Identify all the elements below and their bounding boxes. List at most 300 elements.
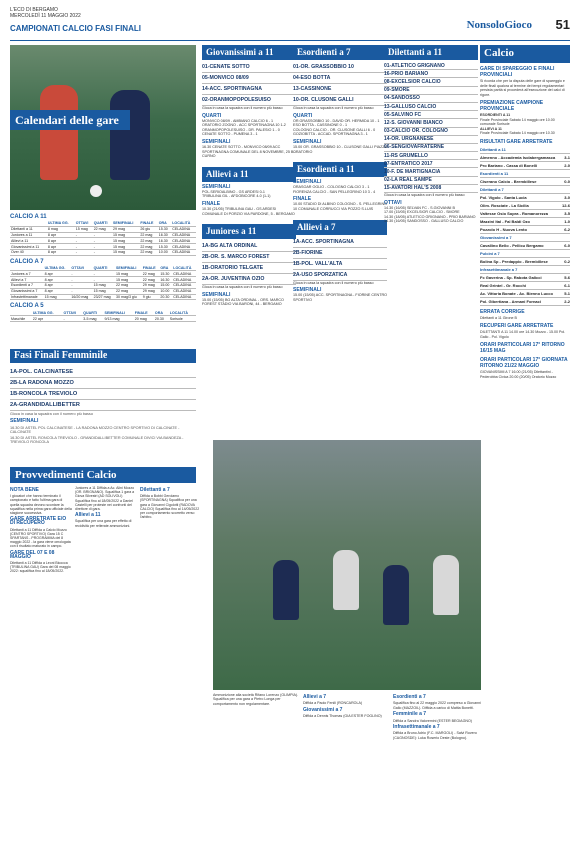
table-cell: 9/13 mag — [104, 316, 134, 322]
orari-ritorno-heading: ORARI PARTICOLARI 17° GIORNATA RITORNO 21/22 MAGGIO — [480, 357, 568, 369]
dilettanti7-provv-text: Diffida a Bobbi Gerolamo (SPORTINAGNA) Squalifica per una gara a Giovanni Cigolotti (RADOVA CALCIO) Squalifica fino al 14/05/2022 per comportamento scorretto verso l'arbitro. — [140, 494, 200, 520]
column-header: QUARTI — [93, 221, 112, 226]
result-row — [480, 146, 570, 154]
table-cell: 22 mag — [142, 277, 160, 283]
juniores-provv-text: Juniores a 11 Diffida a Ac. Alini Mozzo (OR. BRIGNANO). Squalifica 1 gara a Giova Silvestri (AD SOLIVOLI) Squalifica fino al 18/05/2022 a Daniel Castelli per proteste nei confronti del direttore di gara. — [75, 486, 135, 512]
result-teams: Pol. Gibertiana - Armani Fornaci — [480, 298, 541, 304]
finale-text: 10.00 STADIO DI ALBINO COLOGNO - S. PELLEGRINO 10 COMUNALE CORRUCCI VIA POZZO S.LUIS — [293, 202, 387, 211]
semi-label: SEMIFINALI — [10, 418, 39, 424]
match-line: 04-SANDOSSO — [384, 95, 478, 103]
table-cell: 15 mag — [44, 294, 71, 300]
table-cell: 15 mag — [93, 288, 115, 294]
arretrate-text: Dilettanti a 11 Diffida a Calcio Mozzo (CENTRO SPORTIVO) Gara 15 C SPARTANS - PROGRAMMA del 8 maggio 2022 - la gara viene omologata con il risultato maturato in campo. — [10, 527, 71, 549]
result-row — [480, 282, 570, 290]
table-cell: 15.30 — [158, 244, 171, 250]
table-cell: 20 mag — [134, 316, 154, 322]
table-cell: Over 40 — [10, 249, 47, 255]
semi-label: SEMIFINALI — [293, 287, 322, 294]
table-cell: 15 mag — [112, 238, 139, 244]
nota-bene-text: I giocatori che hanno terminato il campionato e fatto l'ultima gara di quella squadra devono scontare la squalifica nella prima gara ufficiale della stagione successiva. — [10, 494, 72, 516]
table-cell: 15 mag — [112, 232, 139, 238]
table-cell: 3-5 mag — [82, 316, 103, 322]
result-row — [480, 266, 570, 274]
column-header: FINALE — [142, 266, 160, 271]
result-row — [480, 298, 570, 306]
result-row — [480, 194, 570, 202]
result-teams: Olim. Rosciate - La Sicilia — [480, 202, 529, 208]
result-row — [480, 202, 570, 210]
quarti-line: CENATE SOTTO - PUMENA 3 - 1 — [202, 132, 258, 137]
infra7-under-text: Diffida a Bruno Adrio (F.C. MARGOLI) - Salvi Rovero (CAGNOSDE): Luka Roserio Deste (Bologno). — [393, 731, 477, 740]
match-line: 2B-OR. S. MARCO FOREST — [202, 252, 296, 263]
table-cell: Infrastettimanale — [10, 294, 44, 300]
recuperi-text: DILETTANTI A 11 14.00 ore 14.30 Mozzo - 15.00 Pol. Gallo - Pol. Vigolo — [480, 330, 566, 339]
quarti-line: ESO BOTTA - CASSINONE 0 - 1 — [293, 123, 348, 128]
column-header: SEMIFINALI — [112, 221, 139, 226]
table-cell: 20.30 — [159, 294, 172, 300]
result-teams: Giovanissimi a 7 — [480, 234, 512, 240]
under-col-2 — [303, 693, 391, 719]
table-cell: CELADINA — [171, 238, 196, 244]
quarti-line: GOZIOBITTA - ACCAD. SPORTINAGNA 3 - 1 — [293, 132, 368, 137]
semi-text: 16.30 DI ASTEL POL CALCINATESE - LA RADONA MOZZO CENTRO SPORTIVO DI CALCINATE - CALCINATE — [10, 426, 180, 434]
football-match-photo — [213, 440, 481, 690]
result-score: 5-1 — [564, 290, 570, 296]
calendar-tables — [10, 212, 196, 325]
result-teams: Almenno - Accademia Isolabergamasca — [480, 154, 556, 160]
semi-label: SEMIFINALI — [202, 183, 231, 190]
table-heading: CALCIO A 7 — [10, 258, 44, 265]
table-cell: 9 giu — [142, 294, 160, 300]
match-line: 13-CASSINONE — [293, 84, 387, 95]
match-line: 2B-LA RADONA MOZZO — [10, 378, 196, 389]
match-line: 06-SENGIOVAFRATERNE — [384, 144, 478, 152]
match-line: 02-LA REAL SAMPE — [384, 177, 478, 185]
table-cell: 8 apr — [47, 244, 75, 250]
provv-col-3 — [140, 486, 204, 519]
table-cell: 22 mag — [139, 238, 157, 244]
dilettanti11-title: Dilettanti a 11 — [384, 45, 478, 60]
match-line: 2A-OR. JUVENTINA OZIO — [202, 274, 296, 285]
table-cell: 20.30 — [154, 316, 169, 322]
under-col-1 — [213, 693, 301, 706]
column-header: SEMIFINALI — [115, 266, 142, 271]
eso7-under-text: Squalifica fino al 22 maggio 2022 compreso a Giovanni Gallo (MAZZOIL). Diffida a carico di Mattia Bonetti. — [393, 701, 481, 710]
match-line: 10-OR. CLUSONE GALLI — [293, 95, 387, 106]
table-cell: 8 apr — [47, 238, 75, 244]
table-cell: 16.30 — [158, 232, 171, 238]
table-cell: Maschile — [10, 316, 32, 322]
table-cell: Juniores a 11 — [10, 232, 47, 238]
table-cell: Esordienti a 7 — [10, 283, 44, 289]
quarti-line: ORATORIO ZOGNO - ACC SPORTINAGNA 10 1-2 — [202, 123, 286, 128]
match-line: 1A-POL. CALCINATESE — [10, 367, 196, 378]
match-line: 2A-USO SPORZATICA — [293, 270, 387, 281]
schedule-table — [10, 221, 196, 256]
match-line: 01-OR. GRASSOBBIO 10 — [293, 62, 387, 73]
table-cell: 30 mag/3 giu — [115, 294, 142, 300]
quarti-line: MONVICO 08/09 - AMBIANO CALCIO 6 - 1 — [202, 118, 274, 123]
esordienti7-title: Esordienti a 7 — [293, 45, 387, 60]
ottavi-line: 17.00 (15/05) EXCELSIOR CALCIO - SMORE — [384, 210, 460, 215]
table-cell: 8 apr — [44, 288, 71, 294]
table-cell: 15 mag — [112, 249, 139, 255]
match-line: 1A-ACC. SPORTINAGNA — [293, 237, 387, 248]
allievi-provv-text: Squalifica per una gara per effetto di recidività per reiterate ammonizioni. — [75, 519, 132, 528]
table-cell: - — [70, 288, 92, 294]
fem7-under-heading: Femminile a 7 — [393, 711, 427, 718]
column-header: QUARTI — [93, 266, 115, 271]
spareggio-heading: GARE DI SPAREGGIO E FINALI PROVINCIALI — [480, 66, 555, 78]
under-text: Ammonizione alla società Rifano Lorenzo (OLIMPIA). Squalifica per una gara a Pietro Longa per comportamento non regolamentare. — [213, 693, 299, 706]
result-score: 0-2 — [564, 258, 570, 264]
result-score: 6-1 — [564, 282, 570, 288]
match-line: 2B-FIORINE — [293, 248, 387, 259]
player-blue — [273, 560, 299, 620]
table-cell: - — [93, 249, 112, 255]
results-list — [480, 146, 570, 306]
nota-bene-heading: NOTA BENE — [10, 487, 39, 493]
provv-col-1 — [10, 486, 72, 574]
quarti-line: ORANMOPOPOLESUISO - DR. PALESIO 1 - 0 — [202, 127, 280, 132]
table-cell: Giovanissimi a 11 — [10, 244, 47, 250]
semi-label: SEMIFINALI — [293, 179, 322, 186]
table-cell: - — [70, 277, 92, 283]
table-cell: CELADINA — [171, 249, 196, 255]
page-header — [0, 0, 580, 44]
quarti-line: OR.GRASSOBBIO 10 - DAVID OR. HERMIDA 10 - 1 — [293, 118, 380, 123]
table-cell: 10.00 — [159, 288, 172, 294]
player-blue — [110, 90, 150, 180]
match-line: 2A-GRANDIDALLIBETTER — [10, 400, 196, 411]
giovanissimi11-title: Giovanissimi a 11 — [202, 45, 296, 60]
table-cell: 22 mag — [139, 249, 157, 255]
result-row — [480, 162, 570, 170]
table-cell: 22 mag — [93, 226, 112, 232]
provvedimenti-title: Provvedimenti Calcio — [10, 467, 196, 483]
home-note: Gioca in casa la squadra con il numero più basso — [293, 280, 374, 285]
table-cell: 8 apr — [44, 283, 71, 289]
table-cell: 22 mag — [115, 288, 142, 294]
table-cell: CELADINA — [172, 271, 196, 277]
player-white — [333, 550, 359, 610]
result-teams: Dilettanti a 7 — [480, 186, 504, 192]
player-red — [40, 85, 78, 180]
result-teams: Pozzolo H - Nuova Lento — [480, 226, 527, 232]
allievi7-title: Allievi a 7 — [293, 220, 387, 235]
schedule-table — [10, 310, 196, 322]
newspaper-info — [10, 7, 81, 19]
dilettanti-matches — [384, 62, 478, 193]
table-cell: 15 mag — [112, 244, 139, 250]
match-line: 04-ESO BOTTA — [293, 73, 387, 84]
result-teams: Pulcini a 7 — [480, 250, 500, 256]
result-teams: Mazzini Ital - Fal Baldi Ozo — [480, 218, 531, 224]
table-cell: 15 mag — [115, 271, 142, 277]
table-cell: - — [70, 283, 92, 289]
table-cell: 15 mag — [93, 283, 115, 289]
match-line: 1B-ORATORIO TELGATE — [202, 263, 296, 274]
column-header: OTTAVI — [63, 310, 83, 315]
result-row — [480, 178, 570, 186]
semi-text: 15.00 (15/05) BG ALTA ORDINAL - ORS. MARCO FOREST STADIO VIA BARONI, 44 - BERGAMO — [202, 297, 284, 307]
table-cell: 29 mag — [142, 283, 160, 289]
semi-text: 16.30 CENATE SOTTO - MONVICO 08/09 ACC SPORTINAGNA COMUNALE DEL 8 NOVEMBRE, 25 B - CURNO — [202, 144, 296, 159]
table-cell: Giovanissimi a 7 — [10, 288, 44, 294]
column-header: FINALE — [139, 221, 157, 226]
table-cell: 22 mag — [139, 232, 157, 238]
table-cell: 29 mag — [112, 226, 139, 232]
errata-heading: ERRATA CORRIGE — [480, 308, 525, 315]
table-cell: 15.30 — [158, 226, 171, 232]
result-row — [480, 234, 570, 242]
column-header: LOCALITÀ — [169, 310, 196, 315]
result-row — [480, 250, 570, 258]
arretrate-heading: GARE ARRETRATE E/O DI RECUPERO — [10, 516, 67, 527]
home-note: Gioca in casa la squadra con il numero più basso — [384, 193, 465, 197]
result-teams: Fc Gaverina - Sp. Rabota Galicci — [480, 274, 542, 280]
semi-label: SEMIFINALI — [202, 291, 231, 298]
result-score: 2-0 — [564, 162, 570, 168]
table-cell: - — [93, 271, 115, 277]
table-cell: - — [75, 244, 93, 250]
result-row — [480, 258, 570, 266]
table-cell: 29 mag — [142, 288, 160, 294]
match-line: 03-CALCIO OR. COLOGNO — [384, 128, 478, 136]
result-teams: Cavallino Bello - Pellicu Bergamo — [480, 242, 544, 248]
result-score: 2-2 — [564, 298, 570, 304]
table-cell: 16.30 — [158, 238, 171, 244]
result-teams: Dilettanti a 11 — [480, 146, 506, 152]
ottavi-line: 14.30 (16/05) SELVAN FC - S.GIOVANNI B — [384, 205, 455, 210]
table-cell: 22 mag — [139, 244, 157, 250]
match-line: 12-S. GIOVANNI BIANCO — [384, 119, 478, 127]
table-cell: Dilettanti a 11 — [10, 226, 47, 232]
premiazione-a-text: Finale Provinciale Sabato 14 maggio ore 10.00 comunale Sorisole — [480, 117, 555, 126]
match-line: 1A-BG ALTA ORDINAL — [202, 241, 296, 252]
finale-text: 10.30 (21/05) TRIBULINA GAU - GS ARDESI COMUNALE DI PORZIO VIA PARDONE, 5 - BERGAMO — [202, 206, 295, 216]
table-cell: - — [75, 232, 93, 238]
result-score: 6-2 — [564, 226, 570, 232]
ottavi-label: OTTAVI — [384, 199, 402, 206]
result-score: 3-5 — [564, 210, 570, 216]
table-cell: 16/20 mag — [70, 294, 92, 300]
home-note: Gioca in casa la squadra con il numero più basso — [202, 106, 283, 110]
result-row — [480, 226, 570, 234]
section-title: CAMPIONATI CALCIO FASI FINALI — [10, 24, 141, 33]
column-giovanissimi — [202, 45, 296, 307]
result-teams: Real Grintel - Gr. Rocchi — [480, 282, 527, 288]
ottavi-line: 14.30 (18/05) ATLETICO GRIGNANO - PRIO BARIANO — [384, 214, 476, 219]
table-cell: Allievi a 11 — [10, 238, 47, 244]
result-teams: Pol. Vigolo - Santa Lucia — [480, 194, 527, 200]
result-teams: Ac. Vittoria Bonate - Ac. Bienno Lucco — [480, 290, 553, 296]
column-header: SEMIFINALI — [104, 310, 134, 315]
table-cell: CELADINA — [171, 244, 196, 250]
player-blue — [383, 565, 409, 625]
match-line: 05-MONVICO 08/09 — [202, 73, 296, 84]
column-header: ORA — [154, 310, 169, 315]
match-line: 01-CENATE SOTTO — [202, 62, 296, 73]
right-sidebar — [480, 45, 570, 379]
match-line: 05-SALVINO FC — [384, 111, 478, 119]
table-cell: - — [93, 244, 112, 250]
column-header: FINALE — [134, 310, 154, 315]
table-heading: CALCIO A 11 — [10, 214, 47, 220]
column-header: ORA — [159, 266, 172, 271]
table-cell: 8 apr — [47, 249, 75, 255]
table-cell: 15.30 — [159, 271, 172, 277]
recuperi-heading: RECUPERI GARE ARRETRATE — [480, 323, 554, 329]
table-cell: - — [75, 249, 93, 255]
match-line: 13-GALLUSO CALCIO — [384, 103, 478, 111]
risultati-heading: RISULTATI GARE ARRETRATE — [480, 138, 553, 145]
home-note: Gioca in casa la squadra con il numero più basso — [10, 412, 93, 416]
provv-col-2 — [75, 486, 137, 528]
column-header: OTTAVI — [70, 266, 92, 271]
semi-text: 15.00 OR. GRASSOBBIO 10 - CLUSONE GALLI PIAZZA ORATORIO — [293, 144, 387, 154]
column-header: ORA — [158, 221, 171, 226]
column-header: LOCALITÀ — [172, 266, 196, 271]
match-line: 08-EXCELSIOR CALCIO — [384, 78, 478, 86]
allievi7-under-text: Diffida a Paolo Fenili (RONCAROLA) — [303, 701, 363, 706]
premiazione-b: ALLIEVI A 11 — [480, 126, 502, 131]
table-cell: 26 giu — [139, 226, 157, 232]
fem7-under-text: Diffida a Sandra Valoremini (ESTER BEGIAGNO) — [393, 718, 472, 723]
table-row — [10, 316, 196, 322]
finale-label: FINALE — [202, 200, 221, 207]
dilettanti7-provv-heading: Dilettanti a 7 — [140, 487, 170, 493]
result-score: 5-6 — [564, 274, 570, 280]
table-cell: 15 mag — [75, 226, 93, 232]
ball — [90, 185, 102, 197]
result-row — [480, 154, 570, 162]
result-score: 3-0 — [564, 194, 570, 200]
table-cell: Allievi a 7 — [10, 277, 44, 283]
table-cell: 22 apr — [32, 316, 63, 322]
match-line: 16-PRIO BARIANO — [384, 70, 478, 78]
match-line: 01-ATLETICO GRIGNANO — [384, 62, 478, 70]
result-row — [480, 242, 570, 250]
table-cell: CELADINA — [172, 294, 196, 300]
femminile-block — [10, 367, 196, 445]
result-teams: Infrasettimanale a 7 — [480, 266, 518, 272]
paper-name: L'ECO DI BERGAMO — [10, 7, 58, 13]
table-cell: CELADINA — [172, 288, 196, 294]
ottavi-line: 14.30 (16/05) SANDOSSO - GALLUSO CALCIO — [384, 219, 464, 224]
issue-date: MERCOLEDÌ 11 MAGGIO 2022 — [10, 13, 81, 19]
result-teams: Esordienti a 11 — [480, 170, 509, 176]
column-header: QUARTI — [82, 310, 103, 315]
gare-0708-heading: GARE DEL 07 E 08 MAGGIO — [10, 549, 55, 560]
table-cell: 8 apr — [44, 271, 71, 277]
table-cell: 15 mag — [115, 277, 142, 283]
table-row — [10, 294, 196, 300]
table-cell: 22 mag — [142, 271, 160, 277]
result-score: 12-6 — [561, 202, 570, 208]
home-note: Gioca in casa la squadra con il numero più basso — [293, 106, 374, 110]
column-dilettanti — [384, 45, 478, 224]
result-teams: Pro Bariano - Cassa di Bonelli — [480, 162, 538, 168]
table-cell: 8 apr — [47, 232, 75, 238]
table-cell: 16.30 — [159, 277, 172, 283]
column-header: OTTAVI — [75, 221, 93, 226]
result-score: 0-0 — [564, 178, 570, 184]
table-cell: - — [75, 238, 93, 244]
quarti-line: COLOGNO CALCIO - OR. CLUSONE GALLI 6 - 0 — [293, 127, 376, 132]
match-line: 1B-RONCOLA TREVIOLO — [10, 389, 196, 400]
femminile-title: Fasi Finali Femminile — [10, 349, 196, 363]
table-cell: Juniores a 7 — [10, 271, 44, 277]
result-score: 3-1 — [564, 154, 570, 160]
table-cell: - — [93, 277, 115, 283]
table-row — [10, 249, 196, 255]
match-line: 14-ACC. SPORTINAGNA — [202, 84, 296, 95]
table-cell: CELADINA — [171, 226, 196, 232]
calcio-heading: Calcio — [480, 45, 570, 63]
quarti-label: QUARTI — [293, 112, 313, 119]
brand-logo: NonsoloGioco — [466, 19, 532, 31]
match-line: 10-F. DE MARTIGNACIA — [384, 168, 478, 176]
table-cell: CELADINA — [172, 283, 196, 289]
result-row — [480, 170, 570, 178]
home-note: Gioca in casa la squadra con il numero più basso — [202, 285, 283, 290]
result-teams: Valtesse Osio Sopra - Romanorezza — [480, 210, 549, 216]
result-row — [480, 290, 570, 298]
column-header: ULTIMA GG. — [47, 221, 75, 226]
table-cell: 22 mag — [115, 283, 142, 289]
semi-text-2: 16.30 DI ASTEL RONCOLA TREVIOLO - GRANDIDALLIBETTER COMUNALE DIVICI VIA BANDEZA - TREVIOLO RONCOLA — [10, 436, 184, 444]
semi-line: TRIBULINA GIL - AFDOBICORE 4-0 (1-1) — [202, 194, 271, 199]
calendari-title: Calendari delle gare — [10, 110, 130, 130]
premiazione-a: ESORDIENTI A 11 — [480, 113, 511, 117]
table-cell: CELADINA — [171, 232, 196, 238]
orari-heading: ORARI PARTICOLARI 17° RITORNO 16/15 MAG — [480, 342, 565, 354]
page-number: 51 — [555, 17, 570, 32]
premiazione-b-text: Finale Provinciale Sabato 14 maggio ore 10.30 — [480, 131, 555, 135]
column-header: ULTIMA GG. — [32, 310, 63, 315]
result-row — [480, 274, 570, 282]
schedule-table — [10, 266, 196, 301]
semi-label: SEMIFINALI — [202, 138, 231, 145]
result-row — [480, 186, 570, 194]
semi-text: 15.00 (15/05) ACC. SPORTINAGNA - FIORINE CENTRO SPORTIVO — [293, 293, 387, 302]
esordienti11-title: Esordienti a 11 — [293, 162, 387, 177]
giov7-under-text: Diffida a Dennis Thomas (GIA ESTER FOGLINO) — [303, 714, 382, 719]
semi-line: POL.SERIOALBINO - GS ARDESI 0-1 — [202, 189, 265, 194]
table-cell: - — [70, 271, 92, 277]
result-score: 1-0 — [564, 218, 570, 224]
match-line: 15-AVATORI HAL'S 2008 — [384, 185, 478, 193]
table-heading: CALCIO A 5 — [10, 303, 44, 310]
result-teams: Bolina Sp - Predappio - Brembillese — [480, 258, 548, 264]
result-row — [480, 210, 570, 218]
spareggio-text: Si ricorda che per la disputa delle gare di spareggio e delle finali qualora al termine dei tempi regolamentari persista parità si procederà all'esecuzione dei calci di rigore. — [480, 79, 565, 97]
infra7-under-heading: Infrasettimanale a 7 — [393, 724, 440, 731]
match-line: 11-RS GRUMELLO — [384, 152, 478, 160]
column-header: ULTIMA GG. — [44, 266, 71, 271]
semi-label: SEMIFINALI — [293, 138, 322, 145]
gare-0708-text: Dilettanti a 11 Diffida a Leoni Bicocca (TRIBULINA GAU) Gara del 08 maggio 2022: squalifica fino al 18/05/2022. — [10, 561, 71, 574]
table-cell: CELADINA — [172, 277, 196, 283]
juniores11-title: Juniores a 11 — [202, 224, 296, 239]
table-cell: 8 apr — [44, 277, 71, 283]
giov7-under-heading: Giovanissimi a 7 — [303, 706, 343, 713]
match-line: 09-SMORE — [384, 87, 478, 95]
quarti-label: QUARTI — [202, 112, 222, 119]
column-esordienti — [293, 45, 387, 302]
column-header: LOCALITÀ — [171, 221, 196, 226]
